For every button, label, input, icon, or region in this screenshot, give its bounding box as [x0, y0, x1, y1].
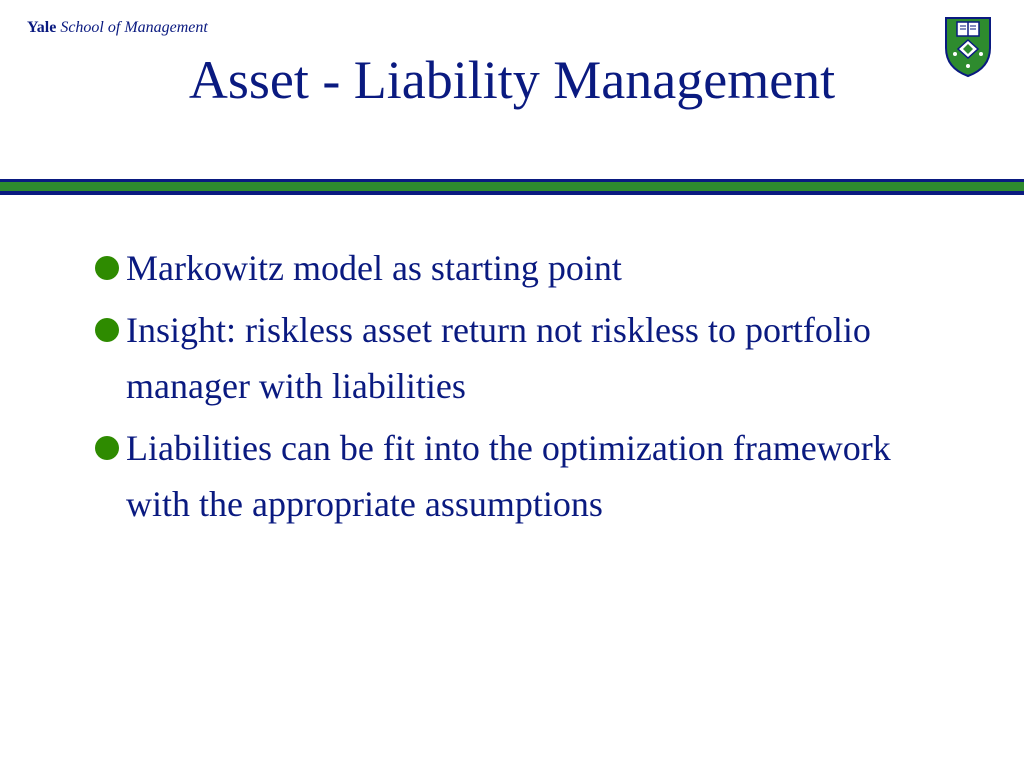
bullet-dot-icon	[95, 436, 119, 460]
bullet-dot-icon	[95, 318, 119, 342]
title-divider	[0, 179, 1024, 197]
bullet-item	[92, 240, 952, 296]
bullet-item	[92, 302, 952, 414]
yale-shield-icon	[944, 16, 992, 78]
brand-yale: Yale	[27, 19, 57, 36]
bullet-list	[92, 240, 952, 538]
bullet-text: Insight: riskless asset return not riskless to portfolio manager with liabilities	[126, 310, 871, 406]
slide-title: Asset - Liability Management	[188, 50, 836, 110]
brand-school: School of Management	[60, 19, 208, 36]
brand-label	[27, 19, 208, 37]
bullet-text: Liabilities can be fit into the optimization framework with the appropriate assumptions	[126, 428, 891, 524]
bullet-dot-icon	[95, 256, 119, 280]
bullet-item	[92, 420, 952, 532]
bullet-text: Markowitz model as starting point	[126, 248, 622, 288]
